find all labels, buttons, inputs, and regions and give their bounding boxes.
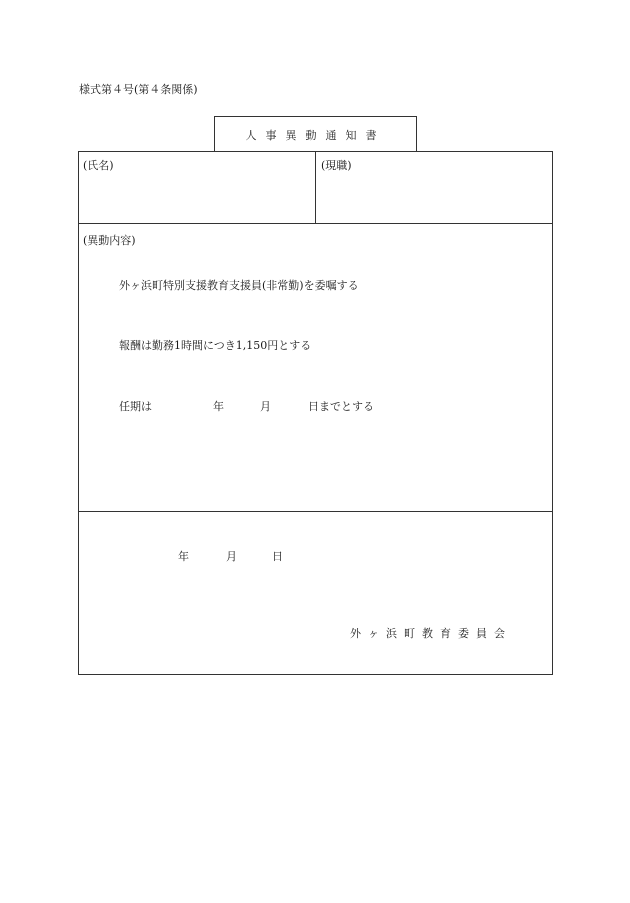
- issuer-name: 外ヶ浜町教育委員会: [350, 627, 512, 640]
- document-title: 人事異動通知書: [245, 129, 386, 142]
- term-prefix: 任期は: [119, 400, 152, 413]
- term-month: 月: [260, 400, 271, 413]
- position-label: (現職): [321, 159, 352, 172]
- term-year: 年: [213, 400, 224, 413]
- details-row-divider: [78, 511, 553, 512]
- header-row-divider: [78, 223, 553, 224]
- date-year: 年: [178, 550, 189, 563]
- details-label: (異動内容): [83, 234, 136, 247]
- compensation-text: 報酬は勤務1時間につき1,150円とする: [119, 339, 312, 352]
- appointment-text: 外ヶ浜町特別支援教育支援員(非常勤)を委嘱する: [119, 279, 359, 292]
- name-position-divider: [315, 151, 316, 224]
- name-label: (氏名): [83, 159, 114, 172]
- term-suffix: 日までとする: [308, 400, 374, 413]
- form-number: 様式第４号(第４条関係): [79, 83, 198, 96]
- date-month: 月: [226, 550, 237, 563]
- date-day: 日: [272, 550, 283, 563]
